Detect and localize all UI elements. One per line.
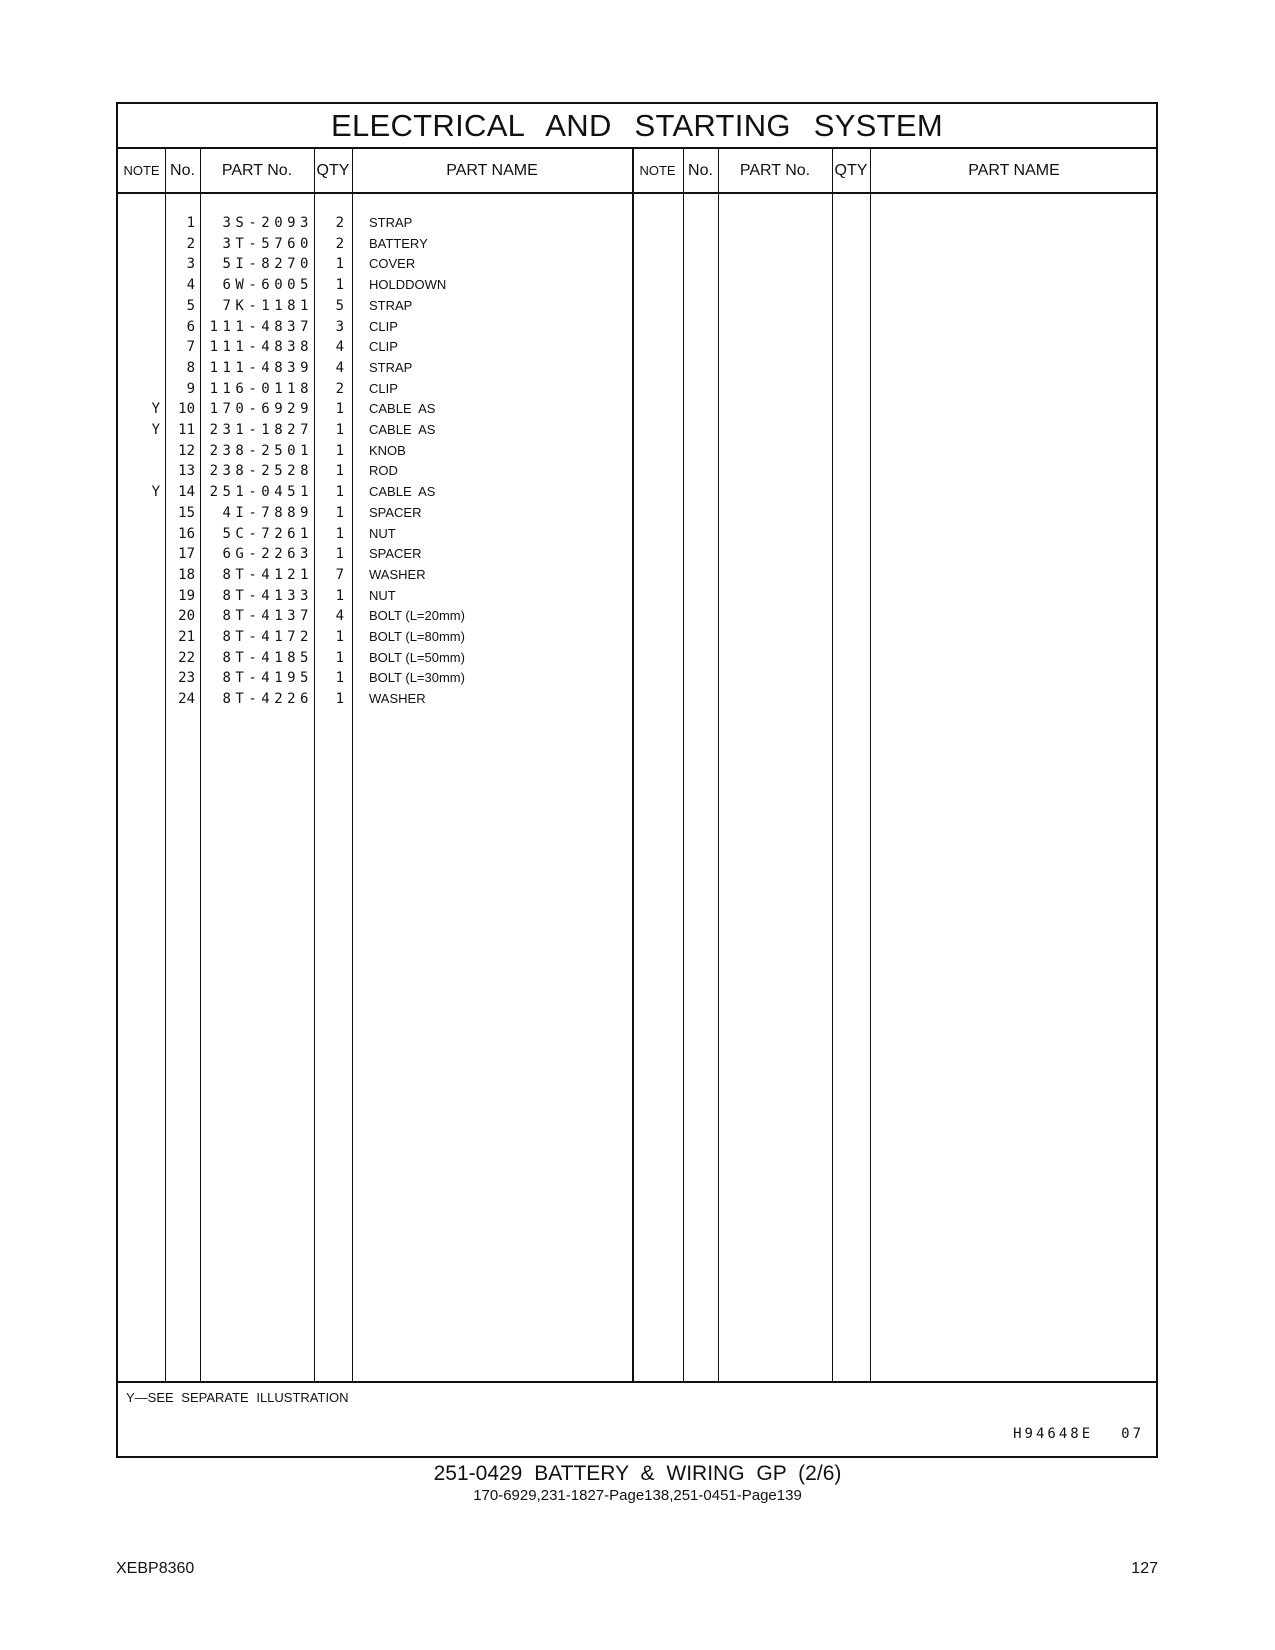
part-name-cell: BOLT (L=30mm) — [369, 670, 465, 686]
table-row — [118, 605, 1158, 627]
item-number-cell: 13 — [178, 463, 195, 480]
header-no-left: No. — [170, 161, 195, 179]
table-row — [118, 502, 1158, 524]
table-row — [118, 460, 1158, 482]
note-cell — [118, 233, 160, 255]
table-row — [118, 357, 1158, 379]
quantity-cell: 1 — [335, 525, 344, 542]
header-qty-left: QTY — [316, 161, 350, 179]
part-number-cell: 3S-2093 — [222, 215, 313, 231]
group-title: 251-0429 BATTERY & WIRING GP (2/6) — [433, 1462, 842, 1485]
table-row — [118, 233, 1158, 255]
item-number-cell: 5 — [186, 297, 195, 314]
note-cell — [118, 378, 160, 400]
part-name-cell: CLIP — [369, 339, 398, 355]
part-number-cell: 6G-2263 — [222, 546, 313, 563]
part-number-cell: 3T-5760 — [222, 235, 313, 252]
item-number-cell: 21 — [178, 629, 195, 645]
quantity-cell: 1 — [335, 649, 344, 666]
page-references: 170-6929,231-1827-Page138,251-0451-Page139 — [473, 1487, 802, 1504]
part-number-cell: 8T-4195 — [222, 670, 313, 687]
part-name-cell: BOLT (L=50mm) — [369, 649, 465, 665]
quantity-cell: 1 — [335, 442, 344, 459]
part-number-cell: 4I-7889 — [222, 504, 313, 521]
part-name-cell: WASHER — [369, 691, 426, 707]
table-row — [118, 212, 1158, 234]
note-cell — [118, 460, 160, 482]
part-name-cell: CABLE AS — [369, 422, 436, 437]
item-number-cell: 4 — [186, 277, 195, 294]
quantity-cell: 2 — [335, 235, 344, 252]
quantity-cell: 5 — [335, 297, 344, 314]
header-no-right: No. — [688, 161, 713, 179]
note-cell — [118, 212, 160, 234]
part-number-cell: 231-1827 — [209, 422, 313, 438]
quantity-cell: 1 — [335, 670, 344, 687]
note-cell — [118, 543, 160, 565]
note-cell: Y — [151, 401, 160, 418]
part-name-cell: COVER — [369, 256, 416, 272]
part-name-cell: ROD — [369, 463, 398, 479]
quantity-cell: 4 — [335, 359, 344, 376]
note-cell — [118, 523, 160, 545]
part-name-cell: BATTERY — [369, 235, 428, 251]
quantity-cell: 1 — [335, 484, 344, 501]
quantity-cell: 1 — [335, 691, 344, 708]
item-number-cell: 23 — [178, 670, 195, 687]
part-number-cell: 8T-4185 — [222, 649, 313, 666]
note-cell: Y — [151, 422, 160, 438]
item-number-cell: 7 — [186, 339, 195, 356]
part-name-cell: NUT — [369, 525, 396, 541]
item-number-cell: 24 — [178, 691, 195, 708]
note-cell — [118, 647, 160, 669]
part-name-cell: KNOB — [369, 442, 406, 458]
note-cell — [118, 502, 160, 524]
header-note-left: NOTE — [123, 163, 160, 178]
quantity-cell: 1 — [335, 401, 344, 418]
part-name-cell: STRAP — [369, 297, 413, 313]
quantity-cell: 1 — [335, 256, 344, 273]
table-row — [118, 274, 1158, 296]
table-row — [118, 253, 1158, 275]
quantity-cell: 1 — [335, 629, 344, 645]
parts-table-frame — [116, 102, 1158, 1458]
footnote: Y—SEE SEPARATE ILLUSTRATION — [126, 1390, 349, 1405]
illustration-id: H94648E — [1013, 1426, 1094, 1442]
part-number-cell: 7K-1181 — [222, 297, 313, 314]
table-row — [118, 419, 1158, 441]
part-number-cell: 111-4839 — [209, 359, 313, 376]
quantity-cell: 4 — [335, 608, 344, 625]
page-number: 127 — [1131, 1560, 1158, 1577]
part-number-cell: 251-0451 — [209, 484, 313, 501]
table-row — [118, 295, 1158, 317]
note-cell — [118, 667, 160, 689]
illustration-code — [1013, 1426, 1144, 1442]
section-title: ELECTRICAL AND STARTING SYSTEM — [118, 104, 1156, 149]
note-cell — [118, 688, 160, 710]
part-number-cell: 6W-6005 — [222, 277, 313, 294]
quantity-cell: 1 — [335, 277, 344, 294]
item-number-cell: 2 — [186, 235, 195, 252]
item-number-cell: 22 — [178, 649, 195, 666]
item-number-cell: 11 — [178, 422, 195, 438]
quantity-cell: 2 — [335, 215, 344, 231]
note-cell — [118, 357, 160, 379]
table-row — [118, 564, 1158, 586]
part-name-cell: CABLE AS — [369, 401, 436, 417]
note-cell — [118, 316, 160, 338]
note-cell — [118, 626, 160, 648]
table-row — [118, 398, 1158, 420]
part-name-cell: CLIP — [369, 380, 398, 396]
quantity-cell: 7 — [335, 566, 344, 583]
table-row — [118, 336, 1158, 358]
item-number-cell: 9 — [186, 380, 195, 397]
item-number-cell: 10 — [178, 401, 195, 418]
note-cell — [118, 585, 160, 607]
part-name-cell: STRAP — [369, 215, 413, 230]
illustration-revision: 07 — [1121, 1426, 1144, 1442]
part-name-cell: HOLDDOWN — [369, 277, 447, 293]
part-name-cell: WASHER — [369, 566, 426, 582]
note-cell — [118, 336, 160, 358]
part-number-cell: 116-0118 — [209, 380, 313, 397]
part-number-cell: 8T-4121 — [222, 566, 313, 583]
item-number-cell: 3 — [186, 256, 195, 273]
header-qty-right: QTY — [834, 161, 868, 179]
item-number-cell: 6 — [186, 318, 195, 335]
table-row — [118, 626, 1158, 648]
part-name-cell: SPACER — [369, 546, 422, 562]
part-number-cell: 111-4837 — [209, 318, 313, 335]
item-number-cell: 17 — [178, 546, 195, 563]
part-name-cell: CLIP — [369, 318, 398, 334]
quantity-cell: 1 — [335, 463, 344, 480]
table-row — [118, 378, 1158, 400]
quantity-cell: 1 — [335, 587, 344, 604]
header-part-name-left: PART NAME — [446, 161, 538, 179]
table-row — [118, 523, 1158, 545]
item-number-cell: 12 — [178, 442, 195, 459]
table-row — [118, 481, 1158, 503]
table-row — [118, 585, 1158, 607]
quantity-cell: 2 — [335, 380, 344, 397]
note-cell — [118, 253, 160, 275]
table-row — [118, 667, 1158, 689]
part-number-cell: 8T-4226 — [222, 691, 313, 708]
note-cell — [118, 605, 160, 627]
note-cell: Y — [151, 484, 160, 501]
part-name-cell: STRAP — [369, 359, 413, 375]
part-number-cell: 8T-4133 — [222, 587, 313, 604]
part-number-cell: 8T-4137 — [222, 608, 313, 625]
note-cell — [118, 295, 160, 317]
table-row — [118, 688, 1158, 710]
item-number-cell: 16 — [178, 525, 195, 542]
item-number-cell: 20 — [178, 608, 195, 625]
table-body-bottom-rule — [118, 1381, 1156, 1383]
quantity-cell: 4 — [335, 339, 344, 356]
item-number-cell: 8 — [186, 359, 195, 376]
part-number-cell: 5I-8270 — [222, 256, 313, 273]
quantity-cell: 1 — [335, 546, 344, 563]
part-name-cell: SPACER — [369, 504, 422, 520]
part-name-cell: BOLT (L=80mm) — [369, 629, 465, 644]
part-number-cell: 8T-4172 — [222, 629, 313, 645]
note-cell — [118, 440, 160, 462]
part-number-cell: 111-4838 — [209, 339, 313, 356]
item-number-cell: 18 — [178, 566, 195, 583]
part-number-cell: 238-2528 — [209, 463, 313, 480]
part-number-cell: 238-2501 — [209, 442, 313, 459]
part-number-cell: 5C-7261 — [222, 525, 313, 542]
item-number-cell: 1 — [186, 215, 195, 231]
part-name-cell: CABLE AS — [369, 484, 436, 500]
table-row — [118, 647, 1158, 669]
item-number-cell: 14 — [178, 484, 195, 501]
part-name-cell: BOLT (L=20mm) — [369, 608, 465, 624]
header-part-no-left: PART No. — [221, 161, 293, 179]
document-id: XEBP8360 — [116, 1560, 195, 1577]
quantity-cell: 1 — [335, 504, 344, 521]
header-note-right: NOTE — [639, 163, 676, 178]
part-name-cell: NUT — [369, 587, 396, 603]
header-part-name-right: PART NAME — [968, 161, 1060, 179]
table-row — [118, 543, 1158, 565]
note-cell — [118, 274, 160, 296]
table-row — [118, 440, 1158, 462]
table-row — [118, 316, 1158, 338]
quantity-cell: 3 — [335, 318, 344, 335]
quantity-cell: 1 — [335, 422, 344, 438]
table-header — [118, 149, 1156, 194]
item-number-cell: 15 — [178, 504, 195, 521]
note-cell — [118, 564, 160, 586]
item-number-cell: 19 — [178, 587, 195, 604]
header-part-no-right: PART No. — [739, 161, 811, 179]
part-number-cell: 170-6929 — [209, 401, 313, 418]
